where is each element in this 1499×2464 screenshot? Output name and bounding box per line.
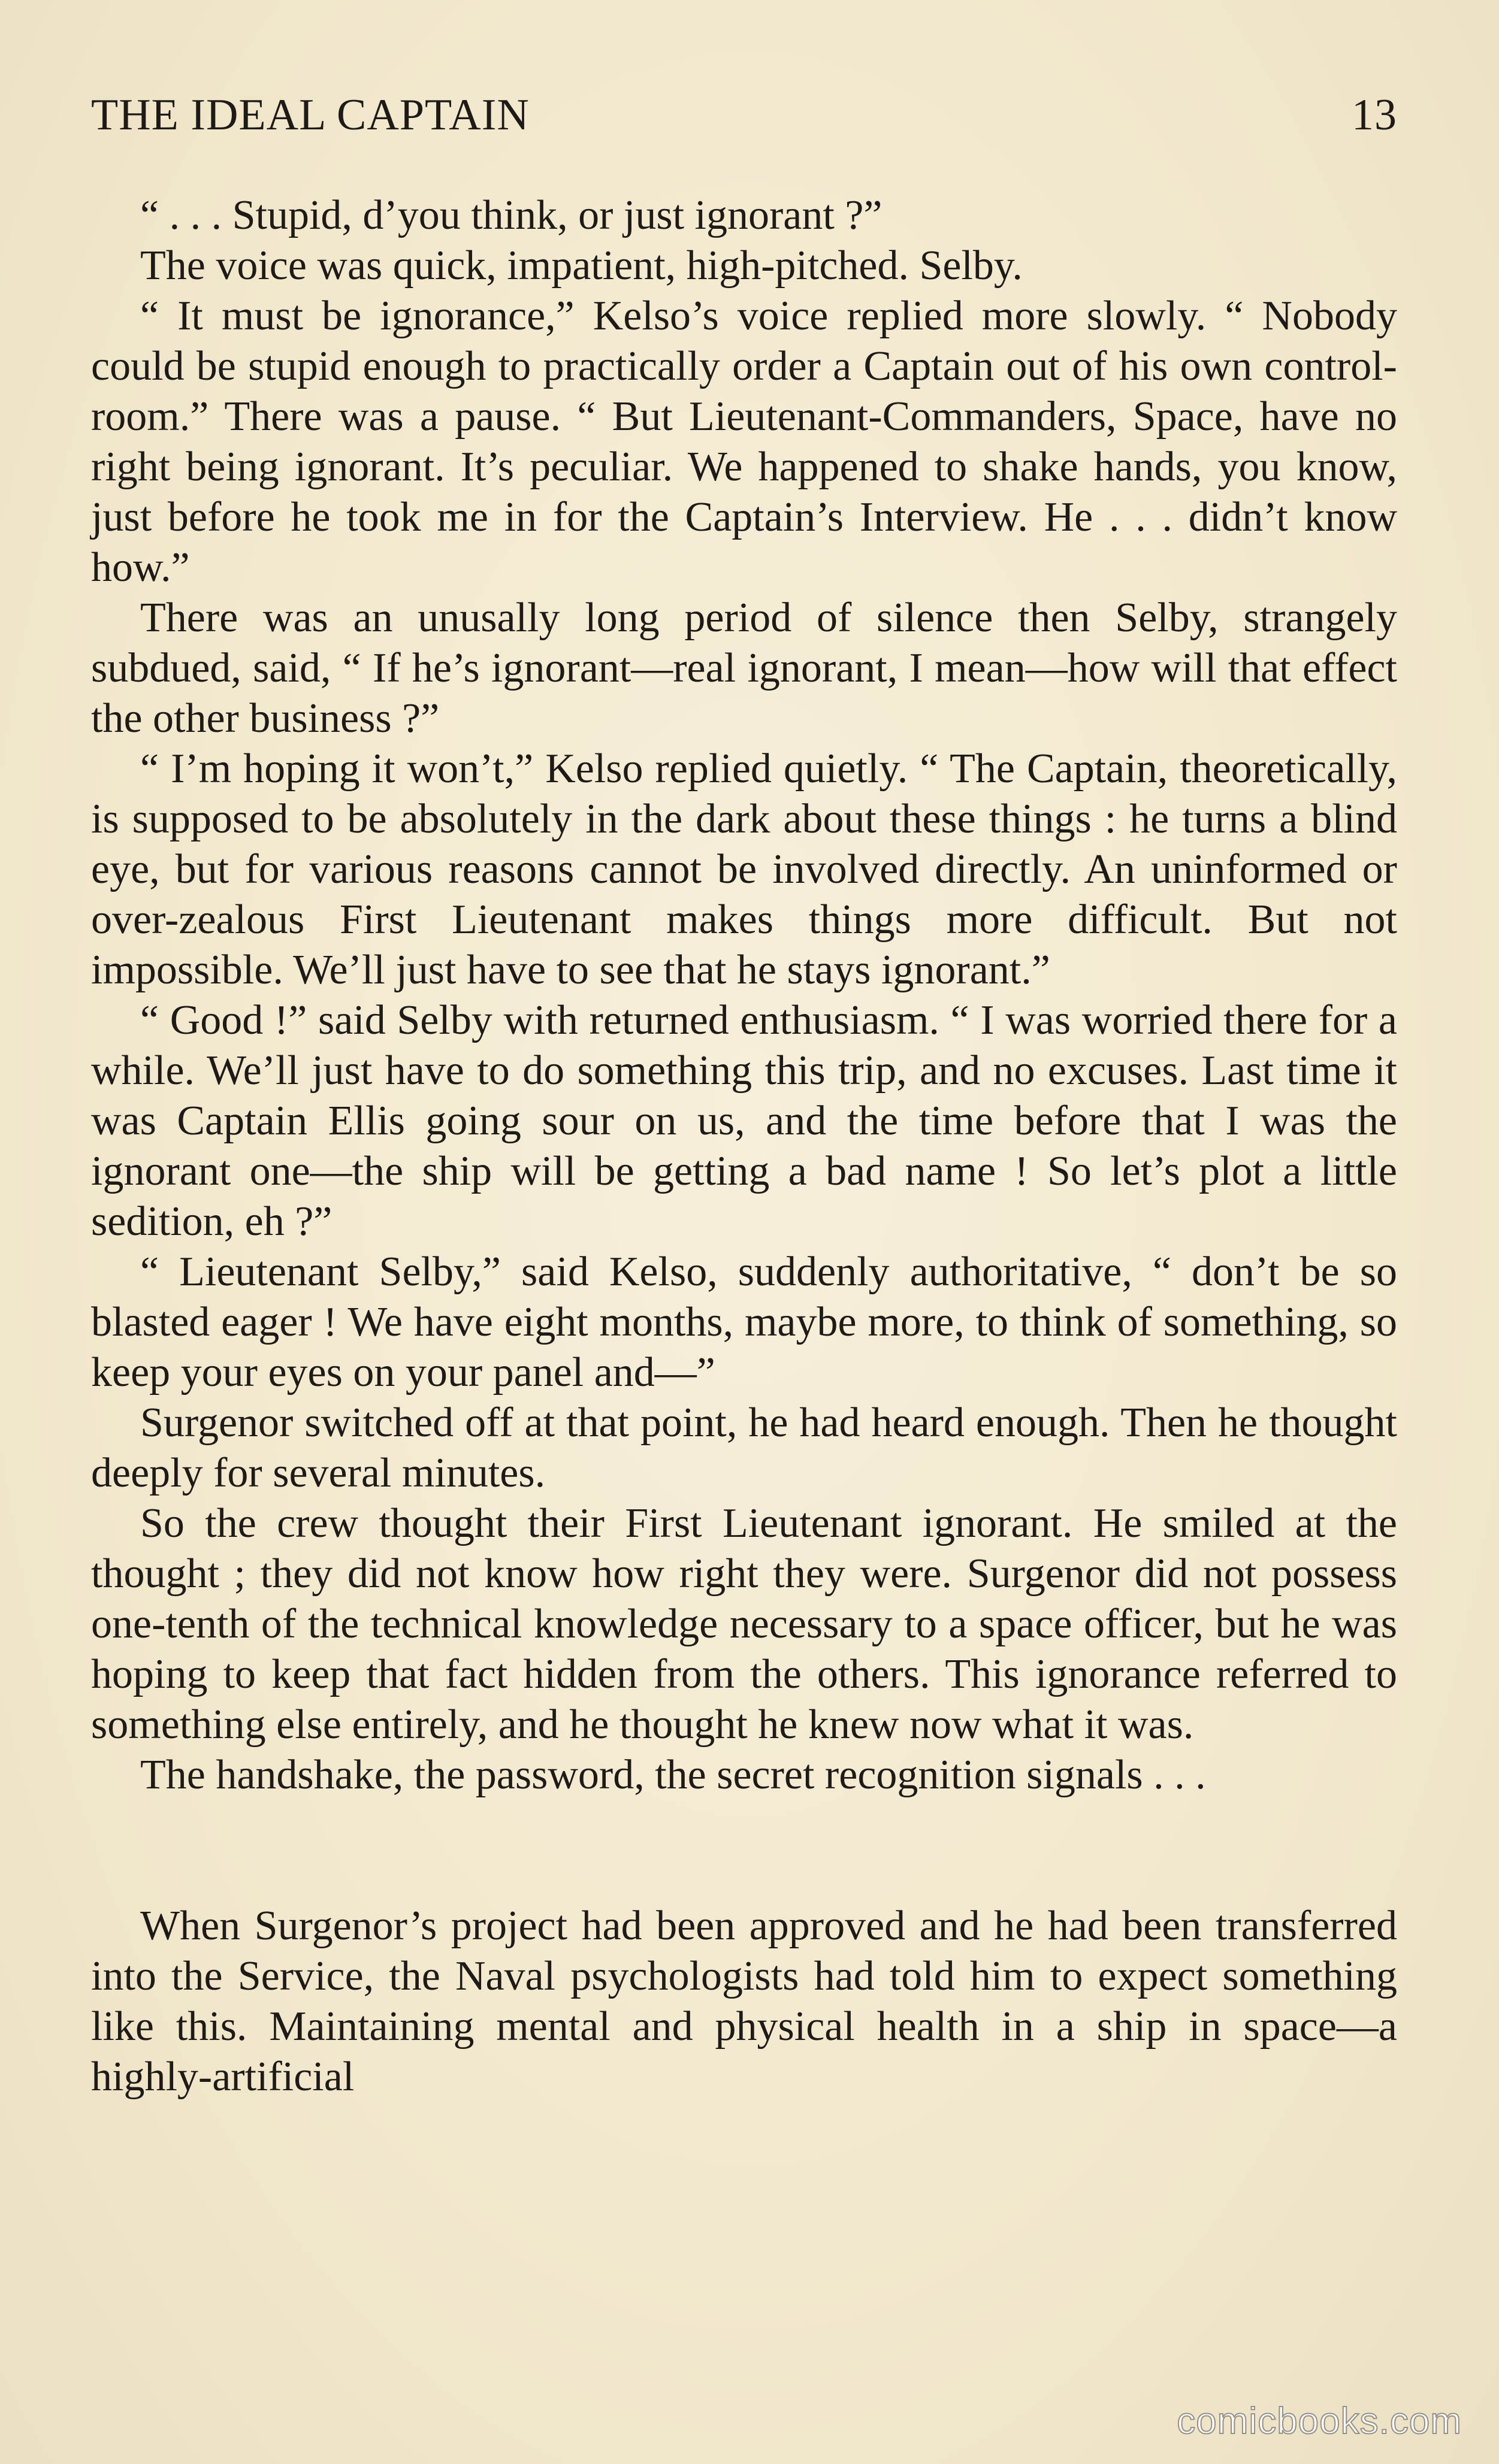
watermark: comicbooks.com	[1177, 2401, 1462, 2442]
paragraph: When Surgenor’s project had been approved and he had been transferred into the Service, the Naval psychologists had told him to expect something like this. Maintaining mental and physical health in a ship in space—a highly-artificial	[91, 1903, 1397, 2100]
paragraph: So the crew thought their First Lieutenant ignorant. He smiled at the thought ; they did not know how right they were. Surgenor did not possess one-tenth of the technical knowledge necessary to a space officer, but he was hoping to keep that fact hidden from the others. This ignorance referred to something else entirely, and he thought he knew now what it was.	[91, 1500, 1397, 1748]
paragraph: Surgenor switched off at that point, he had heard enough. Then he thought deeply for several minutes.	[91, 1400, 1397, 1496]
section-break	[91, 1800, 1397, 1901]
paragraph: “ It must be ignorance,” Kelso’s voice replied more slowly. “ Nobody could be stupid enough to practically order a Captain out of his own control-room.” There was a pause. “ But Lieutenant-Commanders, Space, have no right being ignorant. It’s peculiar. We happened to shake hands, you know, just before he took me in for the Captain’s Interview. He . . . didn’t know how.”	[91, 293, 1397, 591]
paragraph: “ Lieutenant Selby,” said Kelso, suddenly authoritative, “ don’t be so blasted eager ! We have eight months, maybe more, to think of something, so keep your eyes on your panel and—”	[91, 1249, 1397, 1396]
paragraph: The voice was quick, impatient, high-pitched. Selby.	[140, 243, 1023, 289]
paragraph: “ I’m hoping it won’t,” Kelso replied quietly. “ The Captain, theoretically, is supposed to be absolutely in the dark about these things : he turns a blind eye, but for various reasons cannot be involved directly. An uninformed or over-zealous First Lieutenant makes things more difficult. But not impossible. We’ll just have to see that he stays ignorant.”	[91, 746, 1397, 993]
body-text	[91, 190, 1397, 2102]
page-number: 13	[1352, 90, 1397, 140]
paragraph: The handshake, the password, the secret recognition signals . . .	[140, 1752, 1206, 1798]
paragraph: There was an unusally long period of silence then Selby, strangely subdued, said, “ If he’s ignorant—real ignorant, I mean—how will that effect the other business ?”	[91, 595, 1397, 741]
page-header	[91, 90, 1397, 162]
paragraph: “ Good !” said Selby with returned enthusiasm. “ I was worried there for a while. We’ll just have to do something this trip, and no excuses. Last time it was Captain Ellis going sour on us, and the time before that I was the ignorant one—the ship will be getting a bad name ! So let’s plot a little sedition, eh ?”	[91, 997, 1397, 1245]
paragraph: “ . . . Stupid, d’you think, or just ignorant ?”	[140, 192, 883, 238]
running-head: THE IDEAL CAPTAIN	[91, 90, 530, 140]
